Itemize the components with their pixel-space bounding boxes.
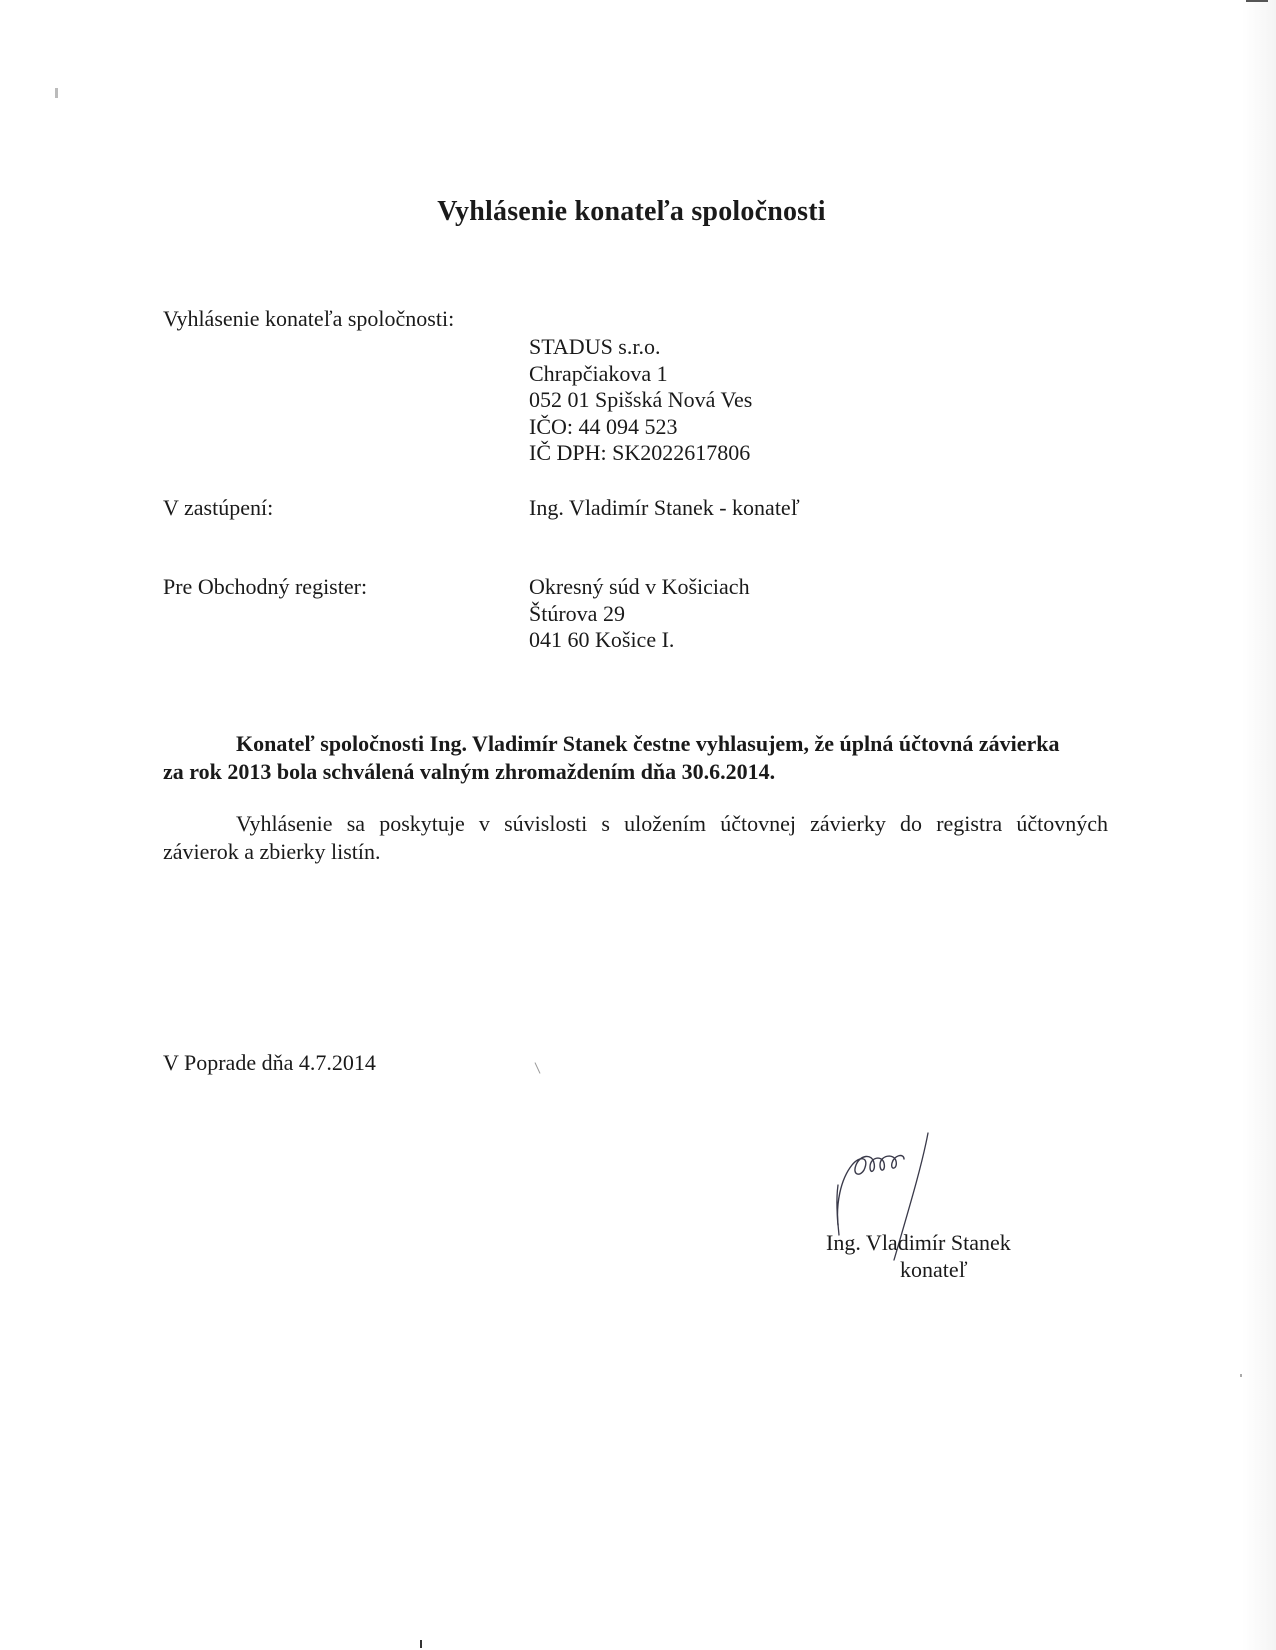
scan-edge-mark xyxy=(1246,0,1268,2)
scan-speck xyxy=(535,1062,541,1073)
purpose-paragraph xyxy=(163,810,1108,866)
register-address-block xyxy=(529,574,750,654)
company-ic-dph: IČ DPH: SK2022617806 xyxy=(529,440,751,465)
signatory-role: konateľ xyxy=(900,1257,968,1282)
declaration-statement xyxy=(163,730,1100,786)
scan-speck xyxy=(1240,1374,1242,1377)
company-label: Vyhlásenie konateľa spoločnosti: xyxy=(163,306,455,331)
register-label: Pre Obchodný register: xyxy=(163,574,368,599)
scan-edge-shadow xyxy=(1242,0,1276,1650)
place-and-date: V Poprade dňa 4.7.2014 xyxy=(163,1050,376,1075)
scan-speck xyxy=(420,1640,422,1648)
company-name: STADUS s.r.o. xyxy=(529,334,661,359)
paragraph-line-2: závierok a zbierky listín. xyxy=(163,839,381,864)
representation-value: Ing. Vladimír Stanek - konateľ xyxy=(529,495,800,520)
company-address-block xyxy=(529,334,752,467)
register-city: 041 60 Košice I. xyxy=(529,627,675,652)
company-city: 052 01 Spišská Nová Ves xyxy=(529,387,753,412)
company-street: Chrapčiakova 1 xyxy=(529,360,668,386)
representation-label: V zastúpení: xyxy=(163,495,274,520)
register-street: Štúrova 29 xyxy=(529,600,625,626)
statement-line-2: za rok 2013 bola schválená valným zhromaždením dňa 30.6.2014. xyxy=(163,759,776,784)
statement-line-1: Konateľ spoločnosti Ing. Vladimír Stanek čestne vyhlasujem, že úplná účtovná závierka xyxy=(236,731,1060,756)
scan-speck xyxy=(55,88,58,98)
paragraph-line-1: Vyhlásenie sa poskytuje v súvislosti s uložením účtovnej závierky do registra účtovných xyxy=(236,811,1108,836)
document-title: Vyhlásenie konateľa spoločnosti xyxy=(437,196,826,227)
signatory-name: Ing. Vladimír Stanek xyxy=(826,1230,1011,1255)
company-ico: IČO: 44 094 523 xyxy=(529,413,678,439)
register-court: Okresný súd v Košiciach xyxy=(529,574,750,599)
